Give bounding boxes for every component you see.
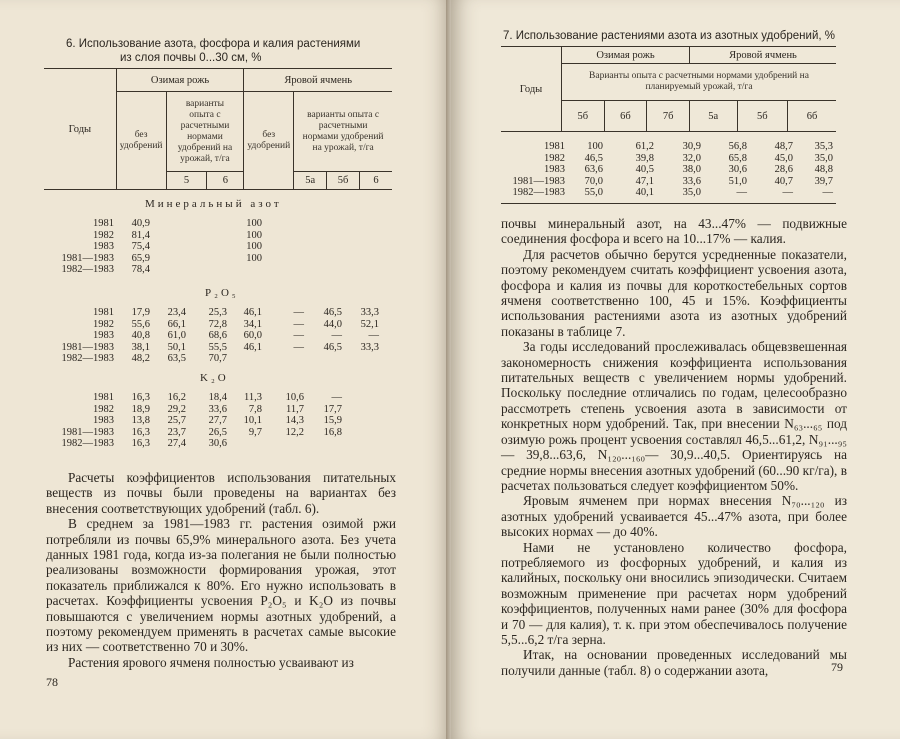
table7-row [451,187,900,199]
left-page-number: 78 [46,675,58,689]
table6-col-rye6: 6 [207,172,244,190]
table6-value-cell: 11,3 [244,392,262,403]
table6-year-cell: 1981 [93,307,114,318]
table7-value-cell: 55,0 [584,187,603,198]
table6-value-cell: 63,5 [167,353,186,365]
table7-year-cell: 1982—1983 [512,187,565,198]
table6-value-cell: — [331,392,342,403]
table6-value-cell: 26,5 [208,426,227,438]
table7-col-1: 5б [562,101,605,132]
table6-year-cell: 1982 [93,318,114,330]
table6-years-header: Годы [68,123,92,135]
table7-value-cell: 30,9 [682,141,701,152]
table7-value-cell: 51,0 [728,175,747,187]
table6-value-cell: 66,1 [167,318,186,330]
table7-caption: 7. Использование растениями азота из азотных удобрений, % [503,30,835,42]
table6-value-cell: 23,7 [167,426,186,438]
table7-value-cell: 100 [587,141,603,152]
table6-value-cell: 70,7 [208,353,227,365]
table6-col-barley5b: 5б [327,172,360,190]
table6-section-title: Минеральный азот [145,198,282,210]
table6-value-cell: 100 [246,241,262,253]
table6-value-cell: 46,1 [243,341,262,353]
table6-year-cell: 1982 [93,403,114,415]
table6-year-cell: 1982—1983 [61,264,114,276]
table6-value-cell: — [293,307,304,318]
table6-value-cell: 100 [246,229,262,241]
table7-row [451,176,900,188]
table7-col-3: 7б [647,101,690,132]
table6-value-cell: 16,3 [131,438,150,450]
table6-row [0,230,451,242]
table6-row [0,404,451,416]
table6-value-cell: 60,0 [243,330,262,342]
table6-value-cell: 55,6 [131,318,150,330]
table7-value-cell: — [822,187,833,198]
table6-year-cell: 1983 [93,330,114,342]
table6-value-cell: 52,1 [360,318,379,330]
table6-value-cell: 55,5 [208,341,227,353]
left-text [46,470,396,670]
table7-value-cell: 35,3 [814,141,833,152]
table6-row [0,218,451,230]
table7-value-cell: 28,6 [774,164,793,175]
table6-value-cell: 17,9 [131,307,150,318]
table6-value-cell: 46,1 [243,307,262,318]
table6-col-rye5: 5 [166,172,207,190]
table6-col-barley6: 6 [360,172,392,190]
table7-value-cell: 63,6 [584,164,603,175]
table6-row [0,319,451,331]
right-paragraph-6: Итак, на основании проведенных исследований мы получили данные (табл. 8) о содержании азота, [501,647,847,678]
right-paragraph-1: почвы минеральный азот, на 43...47% — подвижные соединения фосфора и всего на 10...17% — калия. [501,216,847,247]
right-paragraph-4: Яровым ячменем при нормах внесения N₇₀...₁₂₀ из азотных удобрений усваивается 45...47% азота, при более высоких нормах — до 40%. [501,493,847,540]
right-paragraph-2: Для расчетов обычно берутся усредненные показатели, поэтому рекомендуем считать коэффициент усвоения азота, фосфора и калия из почвы для короткостебельных сортов ячменя соответственно 100, 45 и 15%. Коэффициенты использования растениями азота из азотных удобрений показаны в таблице 7. [501,246,847,339]
table7-variants-header: Варианты опыта с расчетными нормами удобрений на планируемый урожай, т/га [562,64,837,101]
left-paragraph-2: В среднем за 1981—1983 гг. растения озимой ржи потребляли из почвы 65,9% минерального азота. Без учета данных 1981 года, когда из-за полегания не были полностью реализованы возможности формирования урожая, этот показатель приближался к 80%. Его нужно использовать в расчетах. Коэффициенты усвоения P₂O₅ и K₂O из почвы повышаются с увеличением нормы азотных удобрений, а поэтому рекомендуем применять в расчетах самые высокие из них — соответственно 70 и 30%. [46,516,396,655]
table7-value-cell: 48,7 [774,141,793,152]
table6-year-cell: 1983 [93,415,114,427]
table7-value-cell: 56,8 [728,141,747,152]
table6-value-cell: 17,7 [323,403,342,415]
table6-value-cell: — [368,330,379,342]
table6-year-cell: 1982—1983 [61,353,114,365]
table6-value-cell: 40,8 [131,330,150,342]
table6-value-cell: 11,7 [286,403,304,415]
table7-col-4: 5а [690,101,738,132]
table7-value-cell: 39,7 [814,175,833,187]
table6-value-cell: 34,1 [243,318,262,330]
table6-value-cell: 14,3 [285,415,304,427]
table6-row [0,438,451,450]
table6-value-cell: — [293,330,304,342]
right-text [501,216,847,678]
table6-year-cell: 1981—1983 [61,341,114,353]
table6-value-cell: 78,4 [131,264,150,276]
table6-value-cell: 33,3 [360,307,379,318]
table6-value-cell: 72,8 [208,318,227,330]
table6-value-cell: 16,8 [323,426,342,438]
table6-value-cell: 27,7 [208,415,227,427]
table6-rye-header: Озимая рожь [116,69,244,92]
table6-value-cell: 68,6 [208,330,227,342]
right-page-number: 79 [831,660,843,674]
table6-section-title: K₂O [200,372,229,384]
table6-value-cell: 9,7 [248,426,262,438]
table6-value-cell: 38,1 [131,341,150,353]
table7-year-cell: 1982 [544,152,565,164]
table7-value-cell: 35,0 [682,187,701,198]
table6-value-cell: 18,9 [131,403,150,415]
right-page [451,0,900,739]
table7-row [451,153,900,165]
table7-row [451,164,900,176]
table6-value-cell: 25,3 [208,307,227,318]
table6-row [0,264,451,276]
table6-rye-nofert: без удобрений [116,92,166,190]
table6-row [0,330,451,342]
table7-value-cell: 40,5 [635,164,654,175]
table6-row [0,241,451,253]
table6-value-cell: 46,5 [323,341,342,353]
table6-value-cell: 16,2 [167,392,186,403]
table6-value-cell: 48,2 [131,353,150,365]
table7-header [501,46,836,132]
left-paragraph-3: Растения ярового ячменя полностью усваивают из [68,654,354,670]
table6-value-cell: — [331,330,342,342]
table6-header [44,68,392,190]
table6-barley-header: Яровой ячмень [244,69,392,92]
table7-year-cell: 1981—1983 [512,175,565,187]
table6-value-cell: 10,1 [243,415,262,427]
table7-row [451,141,900,153]
table6-value-cell: 40,9 [131,218,150,229]
table6-year-cell: 1982—1983 [61,438,114,450]
table6-value-cell: 100 [246,218,262,229]
table6-value-cell: 61,0 [167,330,186,342]
table7-value-cell: 32,0 [682,152,701,164]
table7-value-cell: — [782,187,793,198]
table6-rye-variants: варианты опыта с расчетными нормами удобрений на урожай, т/га [166,92,244,172]
table6-year-cell: 1982 [93,229,114,241]
table7-value-cell: 70,0 [584,175,603,187]
table6-caption-line2: из слоя почвы 0...30 см, % [120,52,262,64]
table6-value-cell: — [293,318,304,330]
table6-value-cell: 16,3 [131,392,150,403]
table7-value-cell: 61,2 [635,141,654,152]
table7-value-cell: 40,7 [774,175,793,187]
table7-bottom-rule [501,203,836,204]
table6-year-cell: 1981 [93,392,114,403]
table6-value-cell: — [293,341,304,353]
table7-barley-header: Яровой ячмень [690,47,837,64]
table6-col-barley5a: 5а [294,172,327,190]
table6-value-cell: 16,3 [131,426,150,438]
table6-barley-nofert: без удобрений [244,92,294,190]
table6-value-cell: 18,4 [208,392,227,403]
table6-value-cell: 23,4 [167,307,186,318]
table7-col-6: 6б [788,101,836,132]
table6-value-cell: 81,4 [131,229,150,241]
table6-row [0,392,451,404]
table6-value-cell: 29,2 [167,403,186,415]
table7-value-cell: 39,8 [635,152,654,164]
table6-row [0,307,451,319]
table7-value-cell: 30,6 [728,164,747,175]
table6-value-cell: 13,8 [131,415,150,427]
table6-row [0,342,451,354]
left-paragraph-1: Расчеты коэффициентов использования питательных веществ из почвы были проведены на вариантах без внесения соответствующих удобрений (табл. 6). [46,470,396,516]
table6-year-cell: 1981—1983 [61,426,114,438]
table6-value-cell: 46,5 [323,307,342,318]
table7-years-header: Годы [519,83,543,95]
table6-value-cell: 65,9 [131,252,150,264]
table6-row [0,415,451,427]
table6-row [0,353,451,365]
table7-col-2: 6б [604,101,647,132]
table7-year-cell: 1983 [544,164,565,175]
table7-col-5: 5б [737,101,788,132]
table6-value-cell: 50,1 [167,341,186,353]
table6-value-cell: 44,0 [323,318,342,330]
table6-value-cell: 100 [246,252,262,264]
table7-rye-header: Озимая рожь [562,47,690,64]
table6-section-title: P₂O₅ [205,287,239,299]
right-paragraph-3: За годы исследований прослеживалась общевзвешенная закономерность снижения коэффициента использования питательных веществ с увеличением нормы удобрений. Поскольку последние отличались по годам, целесообразно рассмотреть степень усвоения азота в зависимости от конкретных норм удобрений. Так, при внесении N₆₃...₆₅ под озимую рожь процент усвоения составлял 46,5...61,2, N₉₁...₉₅— 39,8...63,6, N₁₂₀...₁₆₀— 30,9...40,5. Ориентируясь на средние нормы внесения азотных удобрений (60...90 кг/га), в расчетах пользоваться следует коэффициентом 50%. [501,339,847,493]
table6-value-cell: 7,8 [248,403,262,415]
table7-value-cell: 46,5 [584,152,603,164]
right-paragraph-5: Нами не установлено количество фосфора, потребляемого из фосфорных удобрений, и калия из калийных, поскольку они вносились эпизодически. Считаем возможным применение при расчетах норм удобрений коэффициентов, полученных нами ранее (30% для фосфора и 70 — для калия), т. к. при этом обеспечивалось получение 5,5...6,2 т/га зерна. [501,539,847,647]
table7-value-cell: 38,0 [682,164,701,175]
table7-value-cell: 40,1 [635,187,654,198]
table6-value-cell: 25,7 [167,415,186,427]
table6-value-cell: 33,3 [360,341,379,353]
table7-value-cell: 47,1 [635,175,654,187]
table6-barley-variants: варианты опыта с расчетными нормами удобрений на урожай, т/га [294,92,392,172]
table7-value-cell: 33,6 [682,175,701,187]
table7-value-cell: 48,8 [814,164,833,175]
table6-value-cell: 33,6 [208,403,227,415]
table6-year-cell: 1981—1983 [61,252,114,264]
table7-year-cell: 1981 [544,141,565,152]
table6-year-cell: 1981 [93,218,114,229]
table6-row [0,427,451,439]
table6-year-cell: 1983 [93,241,114,253]
table6-value-cell: 75,4 [131,241,150,253]
table6-value-cell: 15,9 [323,415,342,427]
table7-value-cell: 35,0 [814,152,833,164]
table7-value-cell: 65,8 [728,152,747,164]
table7-value-cell: — [736,187,747,198]
table6-value-cell: 12,2 [285,426,304,438]
table6-caption-line1: 6. Использование азота, фосфора и калия растениями [66,38,361,50]
table6-value-cell: 10,6 [285,392,304,403]
table7-value-cell: 45,0 [774,152,793,164]
table6-value-cell: 27,4 [167,438,186,450]
table6-value-cell: 30,6 [208,438,227,450]
table6-row [0,253,451,265]
